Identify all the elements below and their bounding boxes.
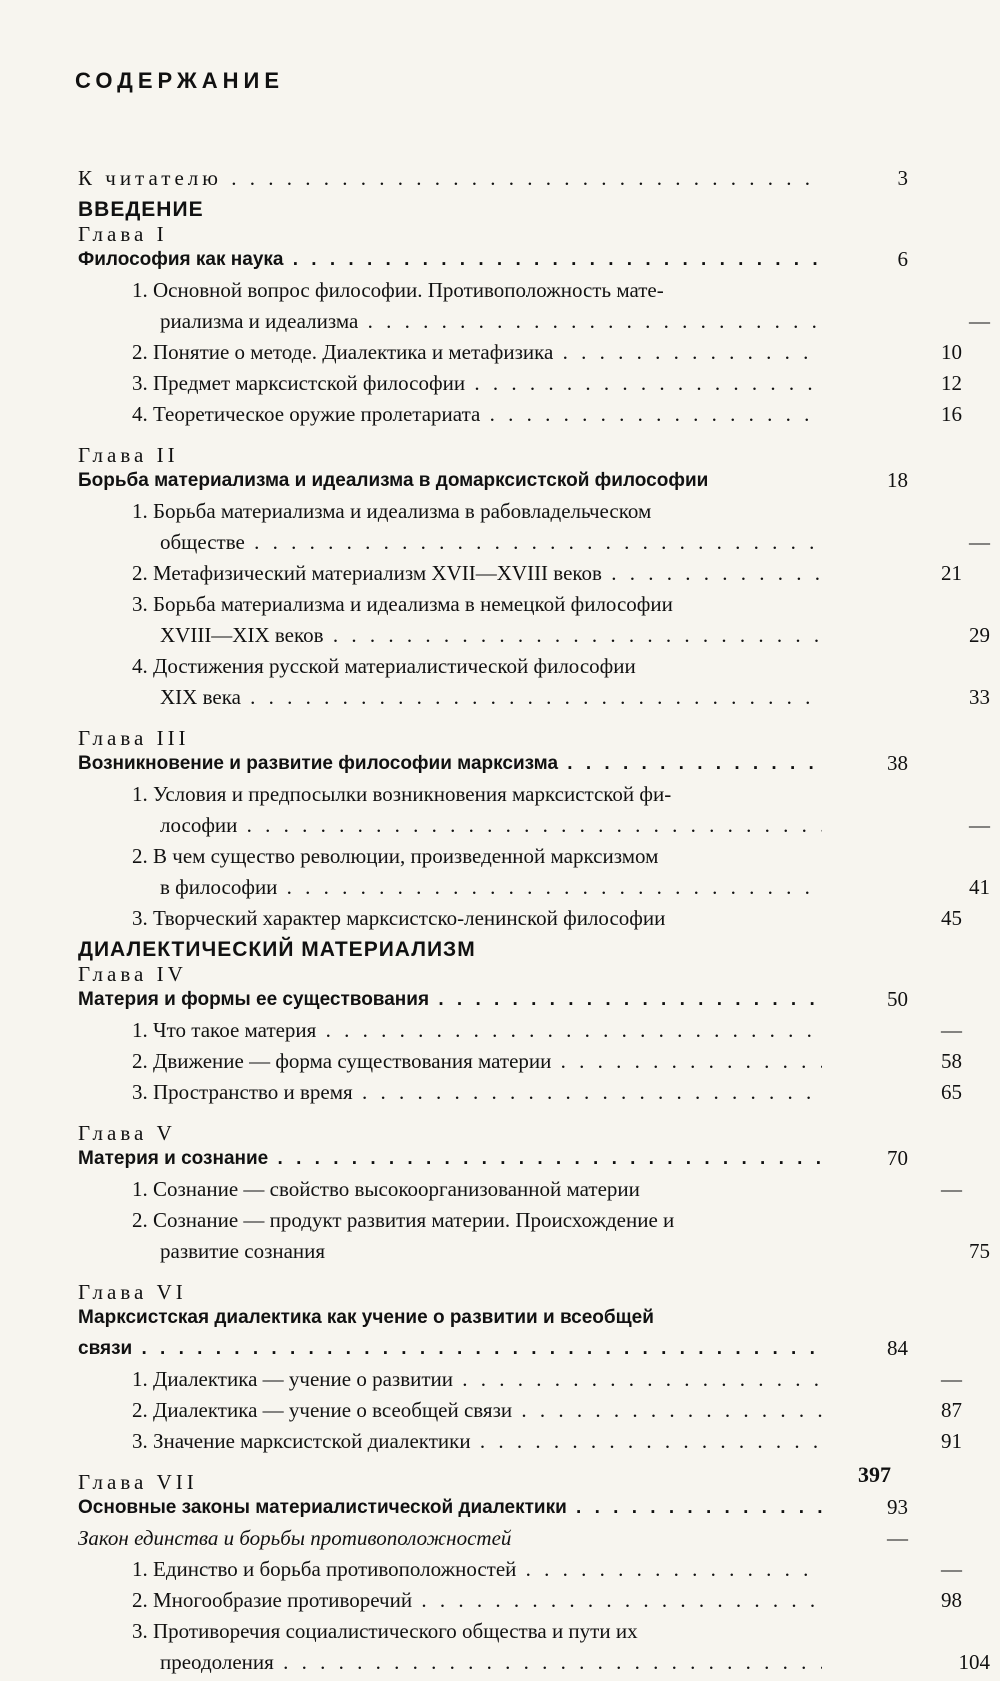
toc-item-page: 91	[941, 1429, 962, 1453]
chapter-title: Борьба материализма и идеализма в домарксистской философии	[78, 470, 709, 491]
toc-item	[78, 1650, 990, 1681]
toc-item	[78, 1080, 962, 1111]
chapter-title-row	[78, 987, 908, 1018]
toc-item-page: 98	[941, 1588, 962, 1612]
chapter-subtitle-row	[78, 1526, 908, 1557]
toc-item-page: 16	[941, 402, 962, 426]
toc-item-title: лософии . . .	[160, 813, 822, 838]
toc-item-title: 2. В чем существо революции, произведенной марксизмом	[132, 844, 659, 868]
toc-item-title: 2. Сознание — продукт развития материи. Происхождение и	[132, 1208, 675, 1232]
table-of-contents	[78, 166, 990, 1681]
toc-item-title: 3. Предмет марксистской философии . . .	[132, 371, 822, 396]
toc-item	[78, 1018, 962, 1049]
toc-item	[78, 1557, 962, 1588]
chapter-7-items	[78, 1557, 990, 1681]
chapter-title-row	[78, 1305, 908, 1336]
part-heading-dialectical-materialism: ДИАЛЕКТИЧЕСКИЙ МАТЕРИАЛИЗМ	[78, 938, 476, 961]
toc-item-title: риализма и идеализма . . .	[160, 309, 822, 334]
toc-item-page: —	[941, 1367, 962, 1391]
toc-item	[78, 813, 990, 844]
toc-item-title: 3. Пространство и время . . .	[132, 1080, 822, 1105]
toc-item-title: XVIII—XIX веков . . .	[160, 623, 822, 648]
chapter-4-items	[78, 1018, 962, 1111]
toc-item-page: 45	[941, 906, 962, 930]
chapter-label: Глава V	[78, 1121, 176, 1145]
toc-item-page: 21	[941, 561, 962, 585]
toc-item	[78, 782, 962, 813]
toc-item-title: XIX века . . .	[160, 685, 822, 710]
chapter-1-items	[78, 278, 990, 433]
chapter-2-items	[78, 499, 990, 716]
toc-item-title: 1. Основной вопрос философии. Противоположность мате-	[132, 278, 664, 302]
part-heading-intro: ВВЕДЕНИЕ	[78, 198, 204, 221]
toc-item-page: —	[941, 1557, 962, 1581]
toc-item	[78, 530, 990, 561]
toc-item	[78, 906, 962, 937]
toc-item-title: в философии . . .	[160, 875, 822, 900]
chapter-title: Материя и формы ее существования . . .	[78, 987, 822, 1012]
chapter-label: Глава III	[78, 726, 190, 750]
toc-item-page: 104	[958, 1650, 990, 1674]
chapter-subtitle-page: —	[887, 1526, 908, 1550]
chapter-page: 50	[887, 987, 908, 1011]
chapter-page: 70	[887, 1146, 908, 1170]
toc-entry-reader	[78, 166, 908, 197]
page-number: 397	[858, 1462, 891, 1487]
toc-item	[78, 875, 990, 906]
toc-item	[78, 278, 962, 309]
toc-item	[78, 561, 962, 592]
toc-item-title: 2. Метафизический материализм XVII—XVIII веков . . .	[132, 561, 822, 586]
toc-item	[78, 340, 962, 371]
toc-item-page: 87	[941, 1398, 962, 1422]
toc-item-title: 3. Творческий характер марксистско-ленинской философии	[132, 906, 666, 930]
chapter-subtitle: Закон единства и борьбы противоположностей	[78, 1526, 512, 1550]
chapter-title-row	[78, 247, 908, 278]
chapter-page: 93	[887, 1495, 908, 1519]
chapter-title: Основные законы материалистической диалектики . . .	[78, 1495, 822, 1520]
toc-item-page: 33	[969, 685, 990, 709]
toc-item	[78, 1177, 962, 1208]
chapter-title-continued: связи . . .	[78, 1336, 822, 1361]
chapter-title: Материя и сознание . . .	[78, 1146, 822, 1171]
toc-item	[78, 623, 990, 654]
chapter-page: 84	[887, 1336, 908, 1360]
toc-item-title: 4. Теоретическое оружие пролетариата . . .	[132, 402, 822, 427]
toc-item-title: 1. Сознание — свойство высокоорганизованной материи	[132, 1177, 640, 1201]
toc-item	[78, 1208, 962, 1239]
toc-item-title: 2. Диалектика — учение о всеобщей связи . . .	[132, 1398, 822, 1423]
toc-item	[78, 1619, 962, 1650]
chapter-3-items	[78, 782, 990, 937]
toc-item-title: 3. Борьба материализма и идеализма в немецкой философии	[132, 592, 673, 616]
toc-item	[78, 592, 962, 623]
toc-item-title: 1. Диалектика — учение о развитии . . .	[132, 1367, 822, 1392]
toc-item-title: обществе . . .	[160, 530, 822, 555]
chapter-page: 38	[887, 751, 908, 775]
toc-entry-page: 3	[897, 166, 908, 190]
chapter-label: Глава VI	[78, 1280, 187, 1304]
toc-item-page: 65	[941, 1080, 962, 1104]
chapter-title: Философия как наука . . .	[78, 247, 822, 272]
toc-item-page: 29	[969, 623, 990, 647]
contents-heading: СОДЕРЖАНИЕ	[75, 68, 285, 93]
toc-item	[78, 1398, 962, 1429]
chapter-label: Глава I	[78, 222, 168, 246]
toc-item	[78, 654, 962, 685]
toc-item	[78, 499, 962, 530]
chapter-title-row-continued	[78, 1336, 908, 1367]
toc-item-page: 10	[941, 340, 962, 364]
toc-item-title: 1. Борьба материализма и идеализма в рабовладельческом	[132, 499, 652, 523]
toc-item-title: 2. Понятие о методе. Диалектика и метафизика . . .	[132, 340, 822, 365]
toc-item	[78, 402, 962, 433]
chapter-5-items	[78, 1177, 990, 1270]
toc-item-page: —	[941, 1177, 962, 1201]
chapter-page: 18	[887, 468, 908, 492]
toc-item-title: 2. Многообразие противоречий . . .	[132, 1588, 822, 1613]
toc-item-page: 75	[969, 1239, 990, 1263]
chapter-title-row	[78, 468, 908, 499]
toc-item-title: 1. Единство и борьба противоположностей . . .	[132, 1557, 822, 1582]
chapter-label: Глава VII	[78, 1470, 198, 1494]
toc-item-title: преодоления . . .	[160, 1650, 822, 1675]
chapter-page: 6	[897, 247, 908, 271]
chapter-6-items	[78, 1367, 962, 1460]
chapter-label: Глава II	[78, 443, 179, 467]
toc-item-title: 3. Противоречия социалистического общества и пути их	[132, 1619, 638, 1643]
toc-item-title: 1. Условия и предпосылки возникновения марксистской фи-	[132, 782, 672, 806]
toc-item	[78, 1367, 962, 1398]
toc-item-page: —	[969, 309, 990, 333]
toc-item-title: 3. Значение марксистской диалектики . . .	[132, 1429, 822, 1454]
toc-item	[78, 1429, 962, 1460]
toc-entry-title: К читателю . . .	[78, 166, 822, 191]
chapter-title: Возникновение и развитие философии марксизма . . .	[78, 751, 822, 776]
toc-item	[78, 309, 990, 340]
toc-item-page: 58	[941, 1049, 962, 1073]
toc-item-page: —	[941, 1018, 962, 1042]
toc-item-title: 1. Что такое материя . . .	[132, 1018, 822, 1043]
chapter-title-row	[78, 1146, 908, 1177]
chapter-title-row	[78, 751, 908, 782]
toc-item-page: 12	[941, 371, 962, 395]
toc-item	[78, 1239, 990, 1270]
chapter-label: Глава IV	[78, 962, 187, 986]
chapter-title: Марксистская диалектика как учение о развитии и всеобщей	[78, 1307, 654, 1328]
toc-item	[78, 1049, 962, 1080]
toc-item	[78, 1588, 962, 1619]
toc-item	[78, 371, 962, 402]
toc-item-title: 2. Движение — форма существования материи . . .	[132, 1049, 822, 1074]
toc-item-page: 41	[969, 875, 990, 899]
toc-item-page: —	[969, 813, 990, 837]
toc-item-title: 4. Достижения русской материалистической философии	[132, 654, 636, 678]
toc-item-title: развитие сознания	[160, 1239, 326, 1263]
toc-item-page: —	[969, 530, 990, 554]
toc-item	[78, 685, 990, 716]
toc-item	[78, 844, 962, 875]
chapter-title-row	[78, 1495, 908, 1526]
